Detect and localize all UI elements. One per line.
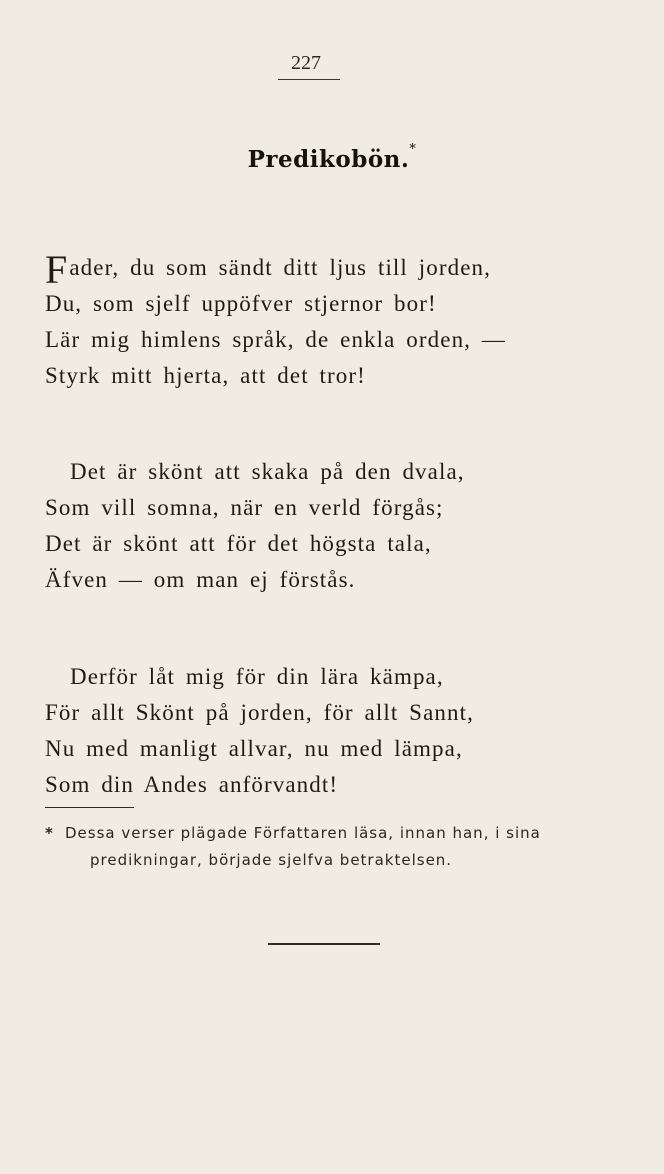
verse-line: Styrk mitt hjerta, att det tror! bbox=[45, 363, 366, 388]
footnote-rule bbox=[45, 807, 134, 808]
stanza-3 bbox=[45, 659, 474, 803]
verse-line: För allt Skönt på jorden, för allt Sannt, bbox=[45, 700, 474, 725]
verse-line-text: ader, du som sändt ditt ljus till jorden, bbox=[69, 255, 491, 280]
stanza-2 bbox=[45, 454, 465, 598]
poem-title bbox=[0, 142, 664, 173]
drop-cap: F bbox=[45, 247, 69, 292]
footnote-line bbox=[45, 820, 645, 847]
end-rule bbox=[268, 943, 380, 945]
title-footnote-marker: * bbox=[409, 142, 417, 157]
stanza-1 bbox=[45, 247, 506, 394]
verse-line: Äfven — om man ej förstås. bbox=[45, 567, 356, 592]
poem-title-text: Predikobön. bbox=[247, 146, 410, 173]
verse-line: Det är skönt att skaka på den dvala, bbox=[70, 459, 465, 484]
footnote-line: predikningar, började sjelfva betraktelsen. bbox=[90, 851, 453, 869]
verse-line: Derför låt mig för din lära kämpa, bbox=[70, 664, 444, 689]
page-number-rule bbox=[278, 79, 340, 80]
verse-line: Det är skönt att för det högsta tala, bbox=[45, 531, 432, 556]
footnote-text: Dessa verser plägade Författaren läsa, innan han, i sina bbox=[65, 824, 541, 842]
verse-line bbox=[45, 247, 506, 292]
verse-line: Lär mig himlens språk, de enkla orden, — bbox=[45, 327, 506, 352]
footnote-marker: * bbox=[45, 824, 54, 842]
verse-line: Som din Andes anförvandt! bbox=[45, 772, 339, 797]
footnote bbox=[45, 820, 645, 874]
verse-line: Nu med manligt allvar, nu med lämpa, bbox=[45, 736, 463, 761]
page-number: 227 bbox=[291, 52, 321, 74]
verse-line: Du, som sjelf uppöfver stjernor bor! bbox=[45, 291, 437, 316]
verse-line: Som vill somna, när en verld förgås; bbox=[45, 495, 444, 520]
